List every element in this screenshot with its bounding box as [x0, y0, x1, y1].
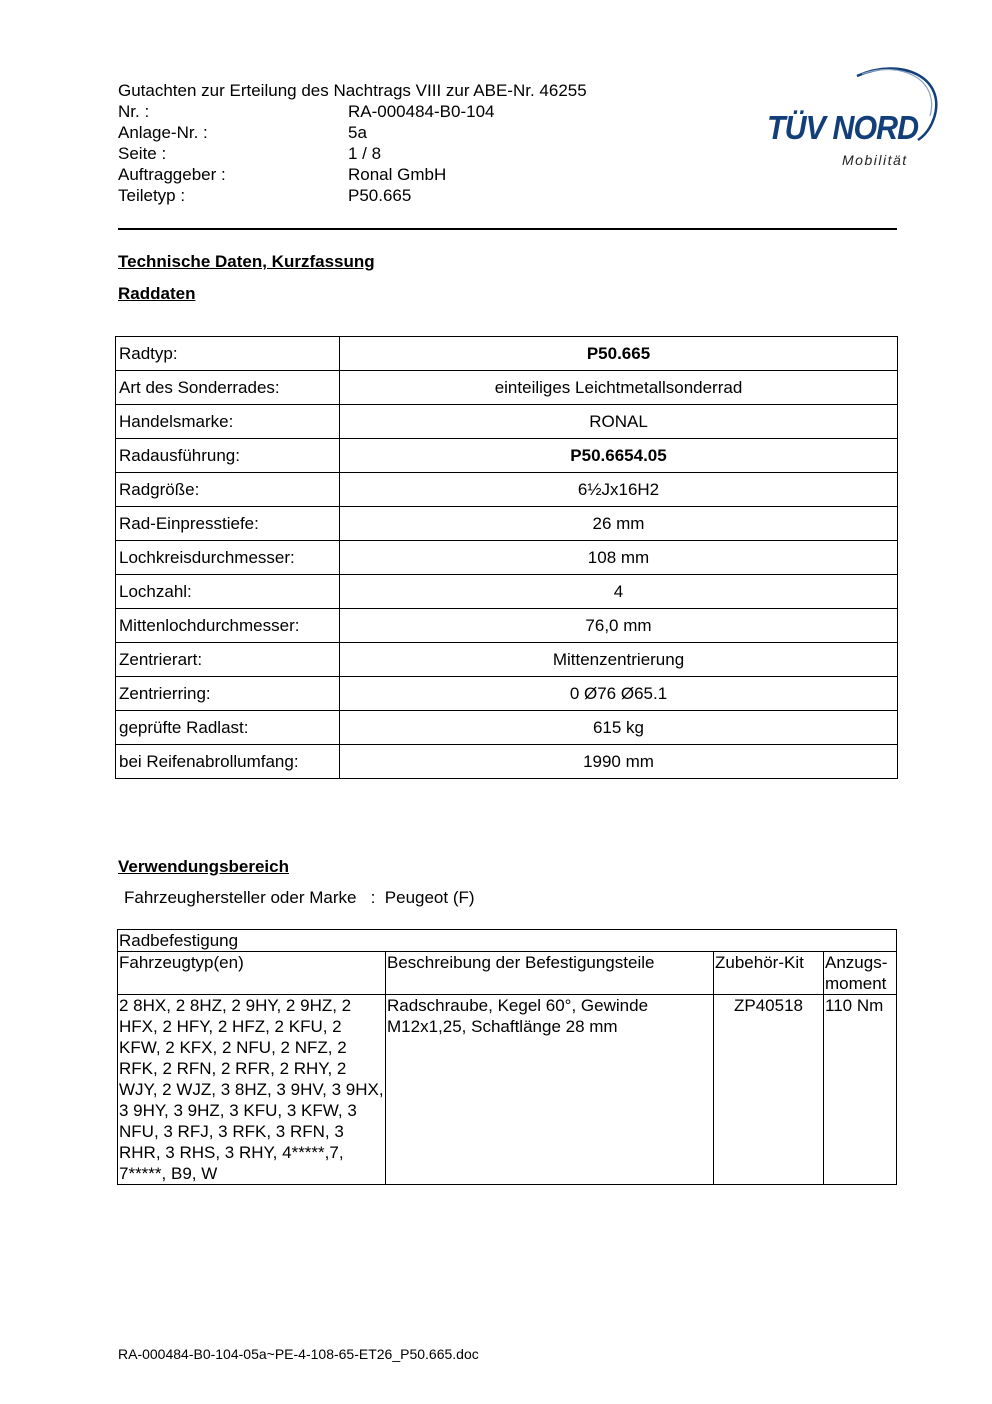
table-caption-row [118, 930, 897, 952]
row-value: 0 Ø76 Ø65.1 [340, 677, 898, 711]
row-label: geprüfte Radlast: [116, 711, 340, 745]
description-cell: Radschraube, Kegel 60°, Gewinde M12x1,25, Schaftlänge 28 mm [386, 995, 714, 1185]
table-row [116, 711, 898, 745]
row-value: Mittenzentrierung [340, 643, 898, 677]
row-label: Art des Sonderrades: [116, 371, 340, 405]
header-field-label: Seite : [118, 144, 167, 163]
table-row [116, 575, 898, 609]
table-header-row [118, 952, 897, 995]
row-label: Radtyp: [116, 337, 340, 371]
torque-cell: 110 Nm [824, 995, 897, 1185]
table-row [116, 337, 898, 371]
table-row [116, 745, 898, 779]
column-header: Zubehör-Kit [714, 952, 824, 995]
row-value: 76,0 mm [340, 609, 898, 643]
section-heading-tech: Technische Daten, Kurzfassung [118, 252, 375, 271]
header-field-label: Anlage-Nr. : [118, 123, 208, 142]
table-row [116, 371, 898, 405]
column-header: Fahrzeugtyp(en) [118, 952, 386, 995]
row-value: 615 kg [340, 711, 898, 745]
row-label: Zentrierart: [116, 643, 340, 677]
row-label: Handelsmarke: [116, 405, 340, 439]
row-label: Lochzahl: [116, 575, 340, 609]
table-row [116, 405, 898, 439]
header-field-label: Nr. : [118, 102, 150, 121]
table-row [116, 643, 898, 677]
row-value: P50.6654.05 [340, 439, 898, 473]
kit-cell: ZP40518 [714, 995, 824, 1185]
table-row [118, 995, 897, 1185]
section-heading-verwendung: Verwendungsbereich [118, 857, 289, 876]
manufacturer-line: Fahrzeughersteller oder Marke : Peugeot (F) [124, 888, 475, 907]
logo-tagline: Mobilität [842, 152, 908, 168]
row-label: Radgröße: [116, 473, 340, 507]
header-field-value: Ronal GmbH [348, 165, 447, 184]
header-field-auftraggeber [118, 164, 587, 185]
row-value: 26 mm [340, 507, 898, 541]
table-row [116, 541, 898, 575]
table-row [116, 609, 898, 643]
header-field-seite [118, 143, 587, 164]
tuv-nord-logo [762, 58, 942, 173]
section-heading-raddaten: Raddaten [118, 284, 196, 303]
table-row [116, 507, 898, 541]
row-label: Mittenlochdurchmesser: [116, 609, 340, 643]
row-value: einteiliges Leichtmetallsonderrad [340, 371, 898, 405]
row-value: RONAL [340, 405, 898, 439]
table-row [116, 439, 898, 473]
row-value: 1990 mm [340, 745, 898, 779]
row-label: Rad-Einpresstiefe: [116, 507, 340, 541]
header-field-value: P50.665 [348, 186, 412, 205]
row-label: Zentrierring: [116, 677, 340, 711]
header-field-label: Teiletyp : [118, 186, 186, 205]
document-header [118, 80, 587, 206]
logo-brand: TÜV NORD [767, 109, 919, 146]
table-caption: Radbefestigung [118, 930, 897, 952]
header-field-value: 1 / 8 [348, 144, 382, 163]
header-field-anlage [118, 122, 587, 143]
vehicle-types-cell: 2 8HX, 2 8HZ, 2 9HY, 2 9HZ, 2 HFX, 2 HFY, 2 HFZ, 2 KFU, 2 KFW, 2 KFX, 2 NFU, 2 NFZ, 2 RFK, 2 RFN, 2 RFR, 2 RHY, 2 WJY, 2 WJZ, 3 8HZ, 3 9HV, 3 9HX, 3 9HY, 3 9HZ, 3 KFU, 3 KFW, 3 NFU, 3 RFJ, 3 RFK, 3 RFN, 3 RHR, 3 RHS, 3 RHY, 4*****,7, 7*****, B9, W [119, 996, 384, 1183]
header-field-teiletyp [118, 185, 587, 206]
table-row [116, 677, 898, 711]
table-row [116, 473, 898, 507]
column-header: Anzugs-moment [824, 952, 897, 995]
column-header: Beschreibung der Befestigungsteile [386, 952, 714, 995]
row-label: Lochkreisdurchmesser: [116, 541, 340, 575]
row-value: 108 mm [340, 541, 898, 575]
header-divider [118, 228, 897, 230]
befestigung-table [117, 929, 897, 1185]
header-field-value: 5a [348, 123, 367, 142]
header-field-value: RA-000484-B0-104 [348, 102, 495, 121]
footer-filename: RA-000484-B0-104-05a~PE-4-108-65-ET26_P50.665.doc [118, 1346, 479, 1362]
row-label: bei Reifenabrollumfang: [116, 745, 340, 779]
row-value: 4 [340, 575, 898, 609]
row-value: 6½Jx16H2 [340, 473, 898, 507]
row-label: Radausführung: [116, 439, 340, 473]
report-title: Gutachten zur Erteilung des Nachtrags VIII zur ABE-Nr. 46255 [118, 81, 587, 100]
raddaten-table [115, 336, 898, 779]
header-field-nr [118, 101, 587, 122]
row-value: P50.665 [340, 337, 898, 371]
header-field-label: Auftraggeber : [118, 165, 226, 184]
